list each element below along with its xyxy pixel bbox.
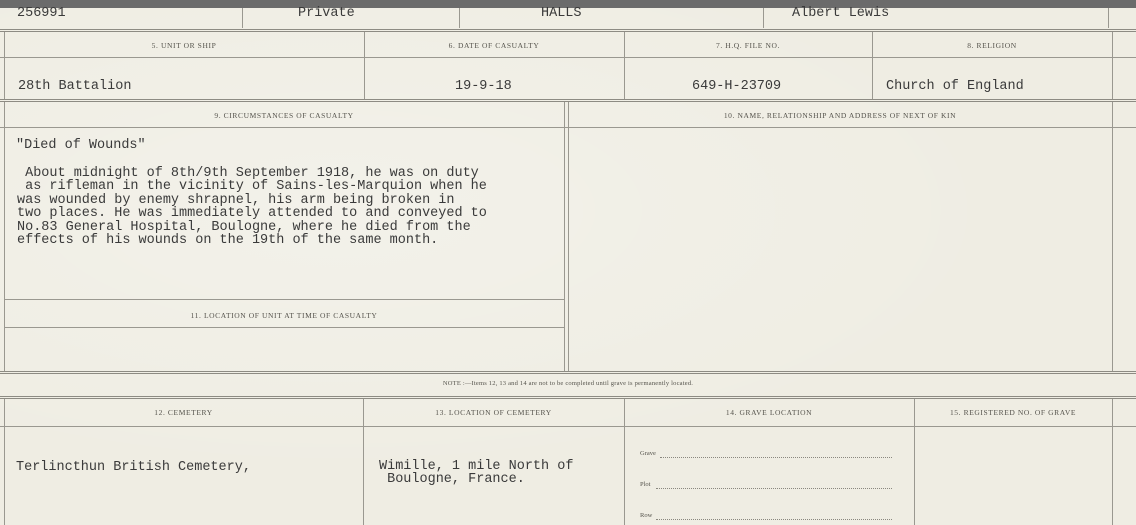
location-cemetery-line: Boulogne, France. [379,472,525,487]
plot-dotted-line [656,488,892,489]
divider [564,102,565,372]
rule [0,396,1136,399]
plot-label: Plot [640,481,651,488]
rule [0,57,1136,58]
location-unit-header: 11. LOCATION OF UNIT AT TIME OF CASUALTY [190,311,378,320]
divider [4,102,5,372]
rule [4,327,564,328]
divider [242,8,243,28]
circumstances-line: was wounded by enemy shrapnel, his arm being broken in [17,193,455,208]
location-cemetery-line: Wimille, 1 mile North of [379,459,574,474]
religion-value: Church of England [886,79,1024,94]
divider [363,399,364,525]
divider [763,8,764,28]
unit-value: 28th Battalion [18,79,132,94]
rank: Private [298,6,355,21]
circumstances-line: effects of his wounds on the 19th of the same month. [17,233,439,248]
surname: HALLS [541,6,582,21]
divider [1108,8,1109,28]
given-names: Albert Lewis [792,6,890,21]
regimental-number: 256991 [17,6,66,21]
rule [0,29,1136,32]
circumstances-line: two places. He was immediately attended to and conveyed to [17,206,487,221]
date-header: 6. DATE OF CASUALTY [448,41,540,50]
location-cemetery-header: 13. LOCATION OF CEMETERY [435,408,552,417]
rule [0,371,1136,374]
registered-no-header: 15. REGISTERED NO. OF GRAVE [949,408,1077,417]
divider [568,102,569,372]
row-label: Row [640,512,653,519]
note-text: NOTE :—Items 12, 13 and 14 are not to be completed until grave is permanently located. [442,380,694,387]
divider [914,399,915,525]
cemetery-value: Terlincthun British Cemetery, [16,460,251,475]
circumstances-header: 9. CIRCUMSTANCES OF CASUALTY [214,111,354,120]
hq-file-value: 649-H-23709 [692,79,782,94]
circumstances-line: as rifleman in the vicinity of Sains-les-Marquion when he [17,179,487,194]
divider [624,399,625,525]
rule [0,426,1136,427]
divider [1112,399,1113,525]
divider [459,8,460,28]
row-dotted-line [656,519,892,520]
circumstances-line: About midnight of 8th/9th September 1918, he was on duty [17,166,479,181]
religion-header: 8. RELIGION [967,41,1017,50]
divider [1112,102,1113,372]
grave-label: Grave [640,450,656,457]
hq-file-header: 7. H.Q. FILE NO. [716,41,780,50]
unit-header: 5. UNIT OR SHIP [151,41,217,50]
date-value: 19-9-18 [455,79,512,94]
circumstances-line: No.83 General Hospital, Boulogne, where he died from the [17,220,471,235]
cemetery-header: 12. CEMETERY [154,408,213,417]
next-of-kin-header: 10. NAME, RELATIONSHIP AND ADDRESS OF NEXT OF KIN [723,111,957,120]
grave-location-header: 14. GRAVE LOCATION [725,408,813,417]
divider [1112,32,1113,100]
divider [4,399,5,525]
grave-dotted-line [660,457,892,458]
rule [4,299,564,300]
circumstances-title: "Died of Wounds" [16,138,146,153]
